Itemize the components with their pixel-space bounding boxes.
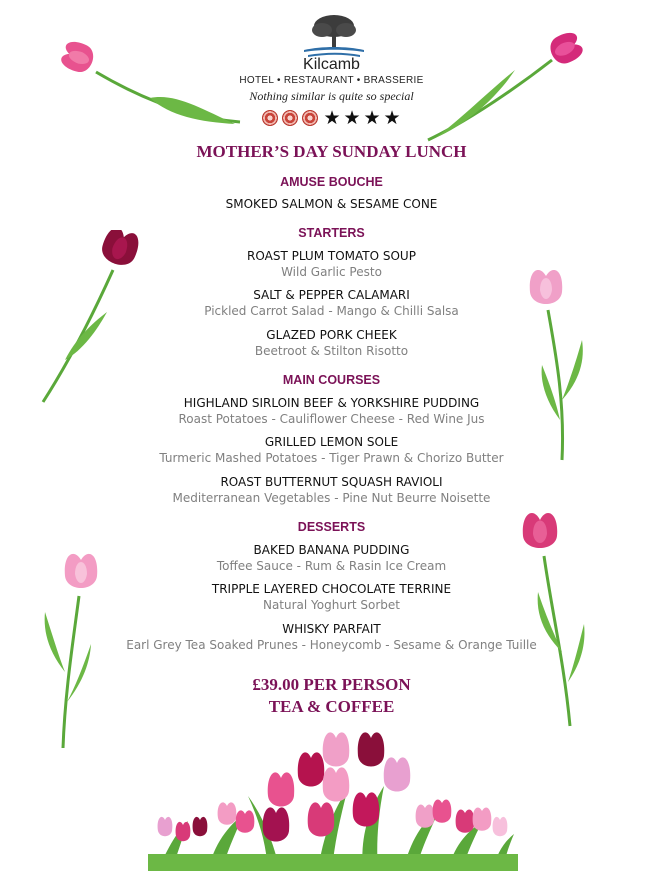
brand-name: Kilcamb xyxy=(303,56,360,73)
tree-logo-icon xyxy=(298,12,370,60)
dish-name: SALT & PEPPER CALAMARI xyxy=(253,288,410,302)
tea-and-coffee: TEA & COFFEE xyxy=(268,697,395,716)
star-icon: ★ xyxy=(363,107,381,129)
dish-name: GRILLED LEMON SOLE xyxy=(264,435,399,449)
star-icon: ★ xyxy=(323,107,341,129)
rosette-icon xyxy=(262,110,278,126)
dish-description: Earl Grey Tea Soaked Prunes - Honeycomb - Sesame & Orange Tuille xyxy=(126,638,537,652)
dish-description: Wild Garlic Pesto xyxy=(281,265,382,279)
dish-description: Beetroot & Stilton Risotto xyxy=(254,344,409,358)
dish-description: Turmeric Mashed Potatoes - Tiger Prawn & Chorizo Butter xyxy=(159,451,504,465)
dish-name: WHISKY PARFAIT xyxy=(282,622,381,636)
dish-name: SMOKED SALMON & SESAME CONE xyxy=(225,197,438,211)
dish-description: Roast Potatoes - Cauliflower Cheese - Red Wine Jus xyxy=(178,412,485,426)
dish-name: BAKED BANANA PUDDING xyxy=(253,543,410,557)
dish-name: ROAST PLUM TOMATO SOUP xyxy=(247,249,416,263)
dish-name: ROAST BUTTERNUT SQUASH RAVIOLI xyxy=(220,475,443,489)
dish-description: Toffee Sauce - Rum & Rasin Ice Cream xyxy=(216,559,447,573)
tulip-bouquet-icon xyxy=(148,726,518,871)
dish-name: GLAZED PORK CHEEK xyxy=(266,328,397,342)
ratings xyxy=(262,108,410,128)
star-icon: ★ xyxy=(343,107,361,129)
dish-name: HIGHLAND SIRLOIN BEEF & YORKSHIRE PUDDING xyxy=(183,396,480,410)
section-heading-starters: STARTERS xyxy=(298,226,365,240)
section-heading-mains: MAIN COURSES xyxy=(282,373,381,387)
rosette-icon xyxy=(302,110,318,126)
section-heading-desserts: DESSERTS xyxy=(297,520,366,534)
dish-description: Pickled Carrot Salad - Mango & Chilli Salsa xyxy=(204,304,459,318)
dish-description: Mediterranean Vegetables - Pine Nut Beurre Noisette xyxy=(172,491,491,505)
dish-name: TRIPPLE LAYERED CHOCOLATE TERRINE xyxy=(211,582,452,596)
dish-description: Natural Yoghurt Sorbet xyxy=(262,598,401,612)
menu-title: MOTHER’S DAY SUNDAY LUNCH xyxy=(196,142,467,161)
brand-tagline: Nothing similar is quite so special xyxy=(249,89,414,103)
tulip-icon-top-right xyxy=(420,30,590,145)
price-per-person: £39.00 PER PERSON xyxy=(252,675,411,694)
brand-subtitle: HOTEL • RESTAURANT • BRASSERIE xyxy=(239,75,424,86)
rosette-icon xyxy=(282,110,298,126)
star-icon: ★ xyxy=(383,107,401,129)
section-heading-amuse: AMUSE BOUCHE xyxy=(280,175,383,189)
